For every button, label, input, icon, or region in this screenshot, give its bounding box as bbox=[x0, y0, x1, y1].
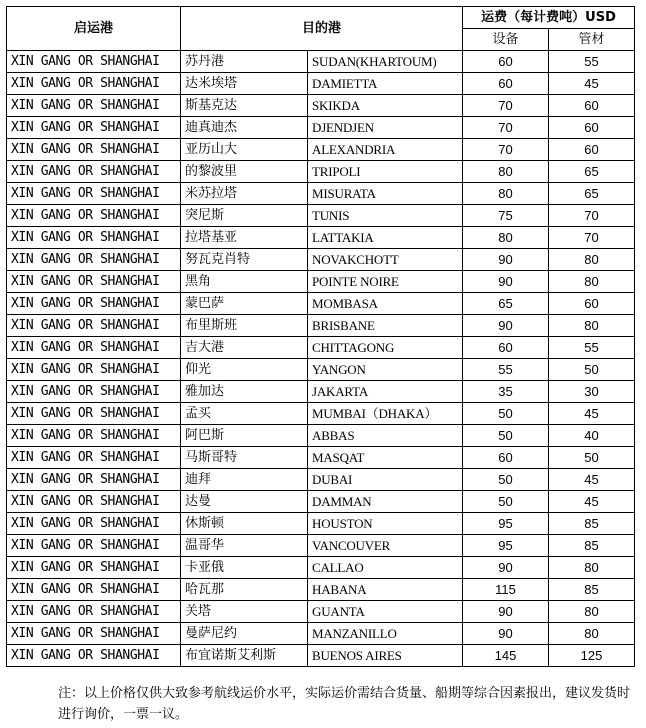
destination-english-cell: YANGON bbox=[308, 359, 463, 381]
destination-chinese-cell: 休斯顿 bbox=[181, 513, 308, 535]
destination-english-cell: ALEXANDRIA bbox=[308, 139, 463, 161]
destination-chinese-cell: 仰光 bbox=[181, 359, 308, 381]
origin-port-cell: XIN GANG OR SHANGHAI bbox=[7, 579, 181, 601]
pipe-rate-cell: 60 bbox=[549, 139, 635, 161]
destination-chinese-cell: 温哥华 bbox=[181, 535, 308, 557]
origin-port-cell: XIN GANG OR SHANGHAI bbox=[7, 73, 181, 95]
pipe-rate-cell: 30 bbox=[549, 381, 635, 403]
origin-port-cell: XIN GANG OR SHANGHAI bbox=[7, 315, 181, 337]
origin-port-cell: XIN GANG OR SHANGHAI bbox=[7, 601, 181, 623]
origin-port-cell: XIN GANG OR SHANGHAI bbox=[7, 425, 181, 447]
origin-port-cell: XIN GANG OR SHANGHAI bbox=[7, 205, 181, 227]
destination-chinese-cell: 哈瓦那 bbox=[181, 579, 308, 601]
origin-port-header: 启运港 bbox=[7, 7, 181, 51]
origin-port-cell: XIN GANG OR SHANGHAI bbox=[7, 359, 181, 381]
destination-english-cell: HOUSTON bbox=[308, 513, 463, 535]
equipment-rate-cell: 50 bbox=[463, 425, 549, 447]
origin-port-cell: XIN GANG OR SHANGHAI bbox=[7, 293, 181, 315]
destination-english-cell: BUENOS AIRES bbox=[308, 645, 463, 667]
destination-english-cell: CHITTAGONG bbox=[308, 337, 463, 359]
table-row bbox=[7, 51, 635, 73]
pipe-rate-cell: 80 bbox=[549, 315, 635, 337]
equipment-rate-cell: 90 bbox=[463, 315, 549, 337]
pipe-rate-cell: 50 bbox=[549, 447, 635, 469]
table-row bbox=[7, 535, 635, 557]
destination-english-cell: VANCOUVER bbox=[308, 535, 463, 557]
origin-port-cell: XIN GANG OR SHANGHAI bbox=[7, 271, 181, 293]
pipe-rate-cell: 85 bbox=[549, 535, 635, 557]
origin-port-cell: XIN GANG OR SHANGHAI bbox=[7, 491, 181, 513]
pipe-rate-cell: 80 bbox=[549, 623, 635, 645]
pipe-rate-cell: 45 bbox=[549, 73, 635, 95]
table-row bbox=[7, 139, 635, 161]
table-row bbox=[7, 645, 635, 667]
table-row bbox=[7, 381, 635, 403]
pipe-rate-cell: 60 bbox=[549, 293, 635, 315]
destination-chinese-cell: 迪真迪杰 bbox=[181, 117, 308, 139]
destination-chinese-cell: 雅加达 bbox=[181, 381, 308, 403]
destination-chinese-cell: 吉大港 bbox=[181, 337, 308, 359]
pipe-rate-cell: 60 bbox=[549, 95, 635, 117]
table-row bbox=[7, 403, 635, 425]
table-row bbox=[7, 249, 635, 271]
equipment-rate-cell: 90 bbox=[463, 557, 549, 579]
pipe-rate-cell: 65 bbox=[549, 161, 635, 183]
destination-english-cell: DJENDJEN bbox=[308, 117, 463, 139]
pipe-rate-cell: 65 bbox=[549, 183, 635, 205]
origin-port-cell: XIN GANG OR SHANGHAI bbox=[7, 469, 181, 491]
destination-english-cell: SKIKDA bbox=[308, 95, 463, 117]
destination-english-cell: HABANA bbox=[308, 579, 463, 601]
destination-english-cell: MANZANILLO bbox=[308, 623, 463, 645]
equipment-rate-cell: 70 bbox=[463, 95, 549, 117]
freight-rate-header: 运费（每计费吨）USD bbox=[463, 7, 635, 29]
destination-english-cell: NOVAKCHOTT bbox=[308, 249, 463, 271]
equipment-rate-cell: 95 bbox=[463, 535, 549, 557]
origin-port-cell: XIN GANG OR SHANGHAI bbox=[7, 403, 181, 425]
destination-chinese-cell: 黑角 bbox=[181, 271, 308, 293]
table-row bbox=[7, 205, 635, 227]
origin-port-cell: XIN GANG OR SHANGHAI bbox=[7, 337, 181, 359]
destination-english-cell: GUANTA bbox=[308, 601, 463, 623]
destination-chinese-cell: 布里斯班 bbox=[181, 315, 308, 337]
table-row bbox=[7, 95, 635, 117]
pipe-rate-cell: 80 bbox=[549, 271, 635, 293]
header-row bbox=[7, 7, 635, 29]
destination-english-cell: TUNIS bbox=[308, 205, 463, 227]
pipe-rate-cell: 85 bbox=[549, 513, 635, 535]
destination-english-cell: DAMIETTA bbox=[308, 73, 463, 95]
equipment-rate-cell: 70 bbox=[463, 139, 549, 161]
table-row bbox=[7, 315, 635, 337]
pipe-rate-cell: 70 bbox=[549, 205, 635, 227]
destination-chinese-cell: 阿巴斯 bbox=[181, 425, 308, 447]
equipment-rate-cell: 75 bbox=[463, 205, 549, 227]
table-row bbox=[7, 425, 635, 447]
equipment-rate-cell: 60 bbox=[463, 337, 549, 359]
destination-chinese-cell: 苏丹港 bbox=[181, 51, 308, 73]
destination-chinese-cell: 卡亚俄 bbox=[181, 557, 308, 579]
table-row bbox=[7, 447, 635, 469]
destination-english-cell: SUDAN(KHARTOUM) bbox=[308, 51, 463, 73]
destination-chinese-cell: 关塔 bbox=[181, 601, 308, 623]
destination-chinese-cell: 蒙巴萨 bbox=[181, 293, 308, 315]
pipe-header: 管材 bbox=[549, 29, 635, 51]
freight-table-container bbox=[6, 6, 634, 667]
equipment-rate-cell: 145 bbox=[463, 645, 549, 667]
destination-english-cell: MISURATA bbox=[308, 183, 463, 205]
origin-port-cell: XIN GANG OR SHANGHAI bbox=[7, 161, 181, 183]
destination-chinese-cell: 布宜诺斯艾利斯 bbox=[181, 645, 308, 667]
table-row bbox=[7, 73, 635, 95]
equipment-rate-cell: 60 bbox=[463, 447, 549, 469]
equipment-rate-cell: 60 bbox=[463, 51, 549, 73]
origin-port-cell: XIN GANG OR SHANGHAI bbox=[7, 249, 181, 271]
destination-english-cell: LATTAKIA bbox=[308, 227, 463, 249]
table-row bbox=[7, 557, 635, 579]
pipe-rate-cell: 45 bbox=[549, 491, 635, 513]
destination-chinese-cell: 的黎波里 bbox=[181, 161, 308, 183]
destination-chinese-cell: 孟买 bbox=[181, 403, 308, 425]
origin-port-cell: XIN GANG OR SHANGHAI bbox=[7, 447, 181, 469]
equipment-rate-cell: 115 bbox=[463, 579, 549, 601]
pipe-rate-cell: 40 bbox=[549, 425, 635, 447]
equipment-rate-cell: 50 bbox=[463, 403, 549, 425]
origin-port-cell: XIN GANG OR SHANGHAI bbox=[7, 381, 181, 403]
origin-port-cell: XIN GANG OR SHANGHAI bbox=[7, 535, 181, 557]
table-row bbox=[7, 271, 635, 293]
origin-port-cell: XIN GANG OR SHANGHAI bbox=[7, 623, 181, 645]
table-row bbox=[7, 469, 635, 491]
pipe-rate-cell: 80 bbox=[549, 557, 635, 579]
table-row bbox=[7, 601, 635, 623]
freight-rate-table bbox=[6, 6, 635, 667]
table-row bbox=[7, 183, 635, 205]
origin-port-cell: XIN GANG OR SHANGHAI bbox=[7, 227, 181, 249]
equipment-rate-cell: 60 bbox=[463, 73, 549, 95]
destination-chinese-cell: 突尼斯 bbox=[181, 205, 308, 227]
destination-chinese-cell: 努瓦克肖特 bbox=[181, 249, 308, 271]
equipment-rate-cell: 90 bbox=[463, 249, 549, 271]
pipe-rate-cell: 45 bbox=[549, 403, 635, 425]
origin-port-cell: XIN GANG OR SHANGHAI bbox=[7, 51, 181, 73]
equipment-rate-cell: 90 bbox=[463, 623, 549, 645]
freight-table-body bbox=[7, 51, 635, 667]
origin-port-cell: XIN GANG OR SHANGHAI bbox=[7, 183, 181, 205]
equipment-rate-cell: 70 bbox=[463, 117, 549, 139]
pipe-rate-cell: 80 bbox=[549, 601, 635, 623]
pipe-rate-cell: 50 bbox=[549, 359, 635, 381]
table-row bbox=[7, 227, 635, 249]
table-row bbox=[7, 623, 635, 645]
pricing-note: 注：以上价格仅供大致参考航线运价水平，实际运价需结合货量、船期等综合因素报出，建议发货时进行询价，一票一议。 bbox=[58, 686, 631, 722]
destination-english-cell: ABBAS bbox=[308, 425, 463, 447]
origin-port-cell: XIN GANG OR SHANGHAI bbox=[7, 513, 181, 535]
pipe-rate-cell: 45 bbox=[549, 469, 635, 491]
origin-port-cell: XIN GANG OR SHANGHAI bbox=[7, 645, 181, 667]
destination-port-header: 目的港 bbox=[181, 7, 463, 51]
destination-english-cell: MASQAT bbox=[308, 447, 463, 469]
equipment-rate-cell: 50 bbox=[463, 491, 549, 513]
destination-english-cell: DAMMAN bbox=[308, 491, 463, 513]
destination-chinese-cell: 米苏拉塔 bbox=[181, 183, 308, 205]
destination-english-cell: TRIPOLI bbox=[308, 161, 463, 183]
origin-port-cell: XIN GANG OR SHANGHAI bbox=[7, 117, 181, 139]
equipment-rate-cell: 95 bbox=[463, 513, 549, 535]
destination-chinese-cell: 斯基克达 bbox=[181, 95, 308, 117]
equipment-rate-cell: 80 bbox=[463, 183, 549, 205]
table-row bbox=[7, 293, 635, 315]
origin-port-cell: XIN GANG OR SHANGHAI bbox=[7, 557, 181, 579]
equipment-rate-cell: 90 bbox=[463, 601, 549, 623]
table-row bbox=[7, 117, 635, 139]
pipe-rate-cell: 80 bbox=[549, 249, 635, 271]
pipe-rate-cell: 85 bbox=[549, 579, 635, 601]
equipment-rate-cell: 80 bbox=[463, 161, 549, 183]
origin-port-cell: XIN GANG OR SHANGHAI bbox=[7, 139, 181, 161]
destination-chinese-cell: 曼萨尼约 bbox=[181, 623, 308, 645]
equipment-rate-cell: 50 bbox=[463, 469, 549, 491]
equipment-rate-cell: 55 bbox=[463, 359, 549, 381]
pipe-rate-cell: 55 bbox=[549, 337, 635, 359]
equipment-rate-cell: 80 bbox=[463, 227, 549, 249]
destination-chinese-cell: 马斯哥特 bbox=[181, 447, 308, 469]
origin-port-cell: XIN GANG OR SHANGHAI bbox=[7, 95, 181, 117]
destination-english-cell: CALLAO bbox=[308, 557, 463, 579]
equipment-rate-cell: 35 bbox=[463, 381, 549, 403]
destination-english-cell: BRISBANE bbox=[308, 315, 463, 337]
destination-english-cell: JAKARTA bbox=[308, 381, 463, 403]
pipe-rate-cell: 60 bbox=[549, 117, 635, 139]
destination-english-cell: MOMBASA bbox=[308, 293, 463, 315]
table-row bbox=[7, 161, 635, 183]
equipment-rate-cell: 90 bbox=[463, 271, 549, 293]
destination-chinese-cell: 拉塔基亚 bbox=[181, 227, 308, 249]
pipe-rate-cell: 55 bbox=[549, 51, 635, 73]
table-row bbox=[7, 579, 635, 601]
equipment-header: 设备 bbox=[463, 29, 549, 51]
destination-english-cell: POINTE NOIRE bbox=[308, 271, 463, 293]
destination-english-cell: MUMBAI（DHAKA） bbox=[308, 403, 463, 425]
table-row bbox=[7, 513, 635, 535]
table-row bbox=[7, 359, 635, 381]
table-row bbox=[7, 337, 635, 359]
pipe-rate-cell: 70 bbox=[549, 227, 635, 249]
destination-english-cell: DUBAI bbox=[308, 469, 463, 491]
destination-chinese-cell: 亚历山大 bbox=[181, 139, 308, 161]
equipment-rate-cell: 65 bbox=[463, 293, 549, 315]
destination-chinese-cell: 迪拜 bbox=[181, 469, 308, 491]
table-row bbox=[7, 491, 635, 513]
pipe-rate-cell: 125 bbox=[549, 645, 635, 667]
destination-chinese-cell: 达曼 bbox=[181, 491, 308, 513]
destination-chinese-cell: 达米埃塔 bbox=[181, 73, 308, 95]
